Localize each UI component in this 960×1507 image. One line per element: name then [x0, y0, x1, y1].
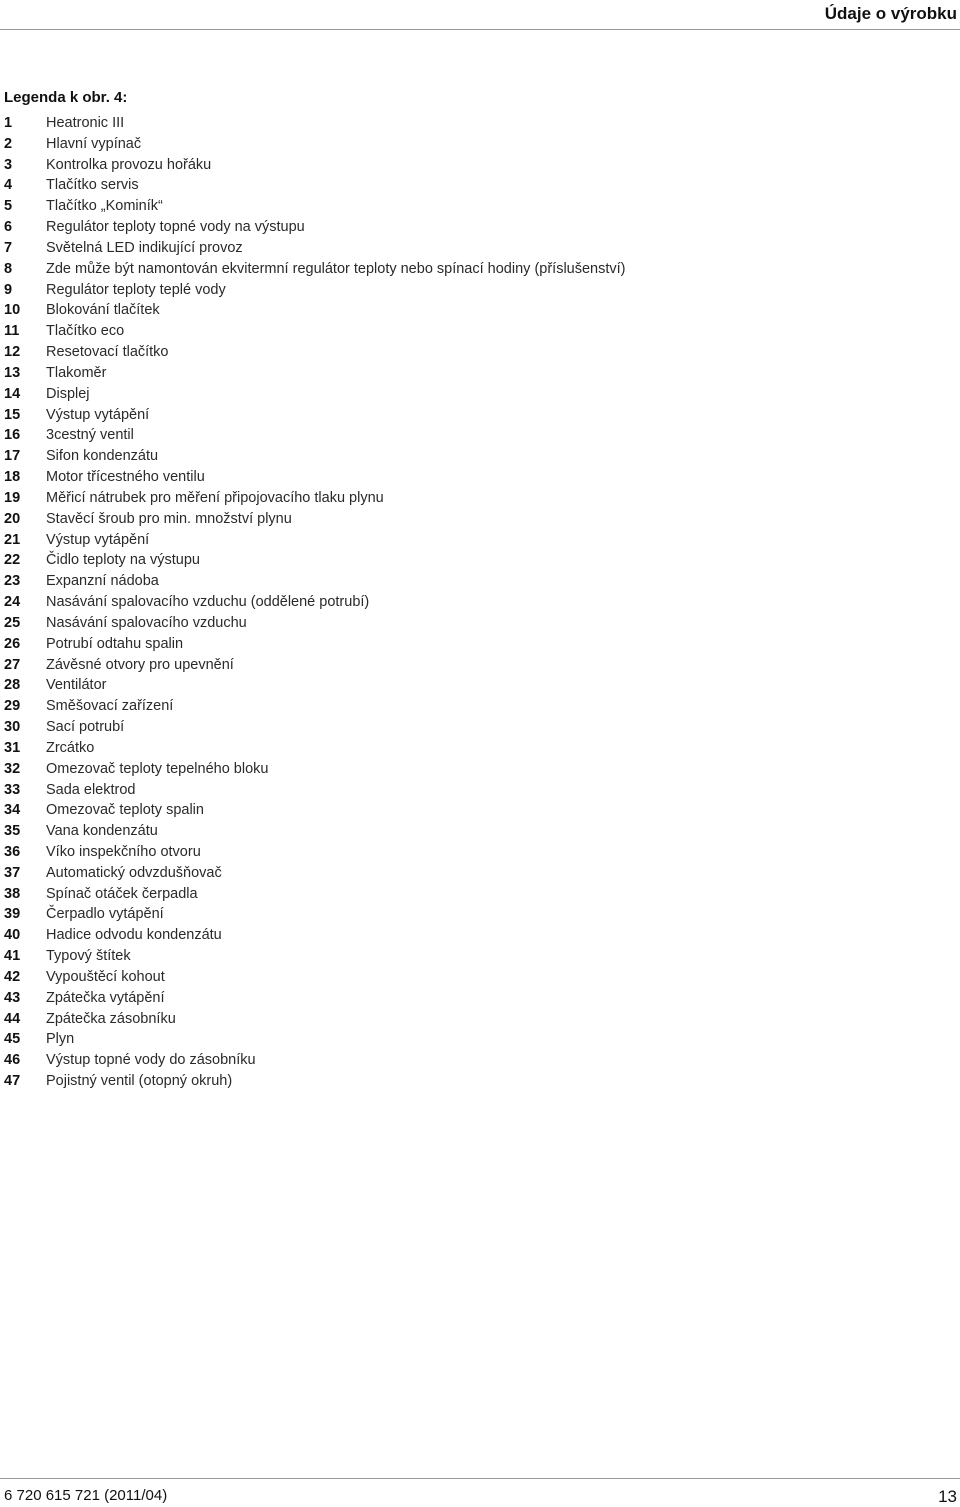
legend-item-text: Světelná LED indikující provoz	[46, 239, 243, 256]
legend-item	[4, 675, 626, 696]
section-title: Údaje o výrobku	[824, 4, 957, 23]
legend-item-text: Výstup vytápění	[46, 531, 150, 548]
legend-item-number: 44	[4, 1010, 21, 1027]
legend-item-number: 16	[4, 427, 21, 444]
legend-item-text: Hlavní vypínač	[46, 135, 142, 152]
legend-item	[4, 613, 626, 634]
legend-item-text: Tlačítko eco	[46, 323, 125, 340]
legend-item-number: 40	[4, 927, 21, 944]
legend-item	[4, 821, 626, 842]
legend-item-number: 22	[4, 552, 21, 569]
legend-item-text: Zde může být namontován ekvitermní regulátor teploty nebo spínací hodiny (příslušenství)	[46, 260, 626, 277]
legend-item-text: Víko inspekčního otvoru	[46, 843, 201, 860]
legend-item-number: 18	[4, 469, 21, 486]
legend-item-text: Zpátečka vytápění	[46, 989, 165, 1006]
legend-item-number: 23	[4, 573, 21, 590]
legend-item-number: 47	[4, 1073, 21, 1090]
legend-item-text: Zpátečka zásobníku	[46, 1010, 176, 1027]
legend-item-number: 30	[4, 719, 21, 736]
legend-item-number: 38	[4, 885, 21, 902]
legend-item	[4, 925, 626, 946]
legend-item-text: Zrcátko	[46, 739, 95, 756]
legend-item	[4, 530, 626, 551]
legend-heading: Legenda k obr. 4:	[4, 89, 128, 106]
legend-item	[4, 509, 626, 530]
legend-item-text: Sada elektrod	[46, 781, 136, 798]
legend-item-number: 20	[4, 510, 21, 527]
legend-item-number: 36	[4, 843, 21, 860]
legend-item	[4, 446, 626, 467]
legend-item-text: Tlačítko „Kominík“	[46, 198, 163, 215]
legend-item-text: Resetovací tlačítko	[46, 344, 169, 361]
legend-item-number: 14	[4, 385, 21, 402]
legend-item-number: 28	[4, 677, 21, 694]
legend-item-text: Blokování tlačítek	[46, 302, 160, 319]
legend-item	[4, 946, 626, 967]
legend-item	[4, 300, 626, 321]
legend-item-text: Stavěcí šroub pro min. množství plynu	[46, 510, 292, 527]
legend-item-text: Tlakoměr	[46, 364, 107, 381]
legend-item-text: Výstup vytápění	[46, 406, 150, 423]
legend-item-number: 19	[4, 489, 21, 506]
legend-list	[4, 113, 626, 1092]
legend-item	[4, 363, 626, 384]
legend-item	[4, 780, 626, 801]
legend-item-text: Potrubí odtahu spalin	[46, 635, 184, 652]
legend-item	[4, 904, 626, 925]
legend-item-text: Displej	[46, 385, 90, 402]
legend-item-text: Čerpadlo vytápění	[46, 906, 164, 923]
legend-item	[4, 1009, 626, 1030]
legend-item	[4, 155, 626, 176]
legend-item-number: 10	[4, 302, 21, 319]
legend-item-number: 5	[4, 198, 13, 215]
legend-item-number: 25	[4, 614, 21, 631]
legend-item-number: 8	[4, 260, 13, 277]
legend-item-number: 12	[4, 344, 21, 361]
legend-item-text: Závěsné otvory pro upevnění	[46, 656, 234, 673]
legend-item-number: 39	[4, 906, 21, 923]
legend-item-text: Vana kondenzátu	[46, 823, 158, 840]
legend-item-number: 2	[4, 135, 13, 152]
legend-item-text: Plyn	[46, 1031, 75, 1048]
legend-item-number: 33	[4, 781, 21, 798]
legend-item	[4, 342, 626, 363]
legend-item	[4, 550, 626, 571]
legend-item	[4, 259, 626, 280]
legend-item-text: Heatronic III	[46, 115, 125, 131]
legend-item-number: 11	[4, 323, 20, 340]
legend-item-text: Omezovač teploty spalin	[46, 802, 204, 819]
legend-item	[4, 280, 626, 301]
legend-item-number: 15	[4, 406, 21, 423]
legend-item-number: 4	[4, 177, 13, 194]
header-divider	[0, 29, 960, 30]
legend-item-text: Regulátor teploty topné vody na výstupu	[46, 219, 305, 236]
legend-item-number: 37	[4, 864, 21, 881]
legend-item-number: 27	[4, 656, 21, 673]
legend-item-text: Expanzní nádoba	[46, 573, 159, 590]
legend-item-text: Vypouštěcí kohout	[46, 968, 165, 985]
legend-item	[4, 425, 626, 446]
legend-item-text: 3cestný ventil	[46, 427, 134, 444]
legend-item-text: Omezovač teploty tepelného bloku	[46, 760, 269, 777]
legend-item	[4, 842, 626, 863]
legend-item-text: Tlačítko servis	[46, 177, 139, 194]
legend-item	[4, 717, 626, 738]
legend-item	[4, 571, 626, 592]
legend-item	[4, 863, 626, 884]
legend-item-number: 26	[4, 635, 21, 652]
legend-item-text: Sifon kondenzátu	[46, 448, 159, 465]
legend-item-number: 43	[4, 989, 21, 1006]
legend-item-number: 32	[4, 760, 21, 777]
legend-item	[4, 321, 626, 342]
legend-item	[4, 696, 626, 717]
legend-item-number: 17	[4, 448, 21, 465]
legend-item	[4, 655, 626, 676]
legend-item	[4, 1071, 626, 1092]
legend-item	[4, 988, 626, 1009]
legend-item-number: 6	[4, 219, 13, 236]
legend-item	[4, 967, 626, 988]
legend-item	[4, 467, 626, 488]
legend-item-number: 46	[4, 1052, 21, 1069]
legend-item	[4, 175, 626, 196]
legend-item-text: Spínač otáček čerpadla	[46, 885, 198, 902]
legend-item-number: 1	[4, 115, 13, 131]
legend-item-text: Výstup topné vody do zásobníku	[46, 1052, 256, 1069]
legend-item	[4, 405, 626, 426]
footer-divider	[0, 1478, 960, 1479]
legend-item-number: 24	[4, 594, 21, 611]
legend-item-text: Automatický odvzdušňovač	[46, 864, 222, 881]
legend-item-number: 13	[4, 364, 21, 381]
legend-item-number: 41	[4, 948, 21, 965]
legend-item-number: 21	[4, 531, 21, 548]
legend-item	[4, 1050, 626, 1071]
legend-item	[4, 113, 626, 134]
legend-item-text: Nasávání spalovacího vzduchu (oddělené potrubí)	[46, 594, 370, 611]
legend-item-text: Hadice odvodu kondenzátu	[46, 927, 222, 944]
document-number: 6 720 615 721 (2011/04)	[4, 1487, 168, 1504]
legend-item-text: Nasávání spalovacího vzduchu	[46, 614, 247, 631]
legend-item-text: Regulátor teploty teplé vody	[46, 281, 226, 298]
legend-item-text: Sací potrubí	[46, 719, 125, 736]
legend-item	[4, 738, 626, 759]
legend-item	[4, 134, 626, 155]
legend-item	[4, 759, 626, 780]
legend-item-number: 3	[4, 156, 13, 173]
legend-item-text: Ventilátor	[46, 677, 107, 694]
page-number: 13	[938, 1487, 957, 1506]
legend-item	[4, 884, 626, 905]
legend-item	[4, 634, 626, 655]
legend-item-number: 7	[4, 239, 13, 256]
legend-item	[4, 217, 626, 238]
legend-item	[4, 238, 626, 259]
legend-item-number: 35	[4, 823, 21, 840]
legend-item-number: 34	[4, 802, 21, 819]
legend-item-text: Motor třícestného ventilu	[46, 469, 205, 486]
legend-item	[4, 384, 626, 405]
legend-item-text: Směšovací zařízení	[46, 698, 174, 715]
legend-item-number: 29	[4, 698, 21, 715]
legend-item-number: 42	[4, 968, 21, 985]
legend-item	[4, 488, 626, 509]
legend-item-text: Čidlo teploty na výstupu	[46, 552, 200, 569]
legend-item	[4, 1029, 626, 1050]
legend-item	[4, 196, 626, 217]
legend-item-text: Kontrolka provozu hořáku	[46, 156, 212, 173]
legend-item-number: 45	[4, 1031, 21, 1048]
legend-item-number: 9	[4, 281, 13, 298]
legend-item-number: 31	[4, 739, 21, 756]
legend-item-text: Měřicí nátrubek pro měření připojovacího tlaku plynu	[46, 489, 384, 506]
legend-item-text: Pojistný ventil (otopný okruh)	[46, 1073, 233, 1090]
legend-item-text: Typový štítek	[46, 948, 131, 965]
legend-item	[4, 800, 626, 821]
legend-item	[4, 592, 626, 613]
